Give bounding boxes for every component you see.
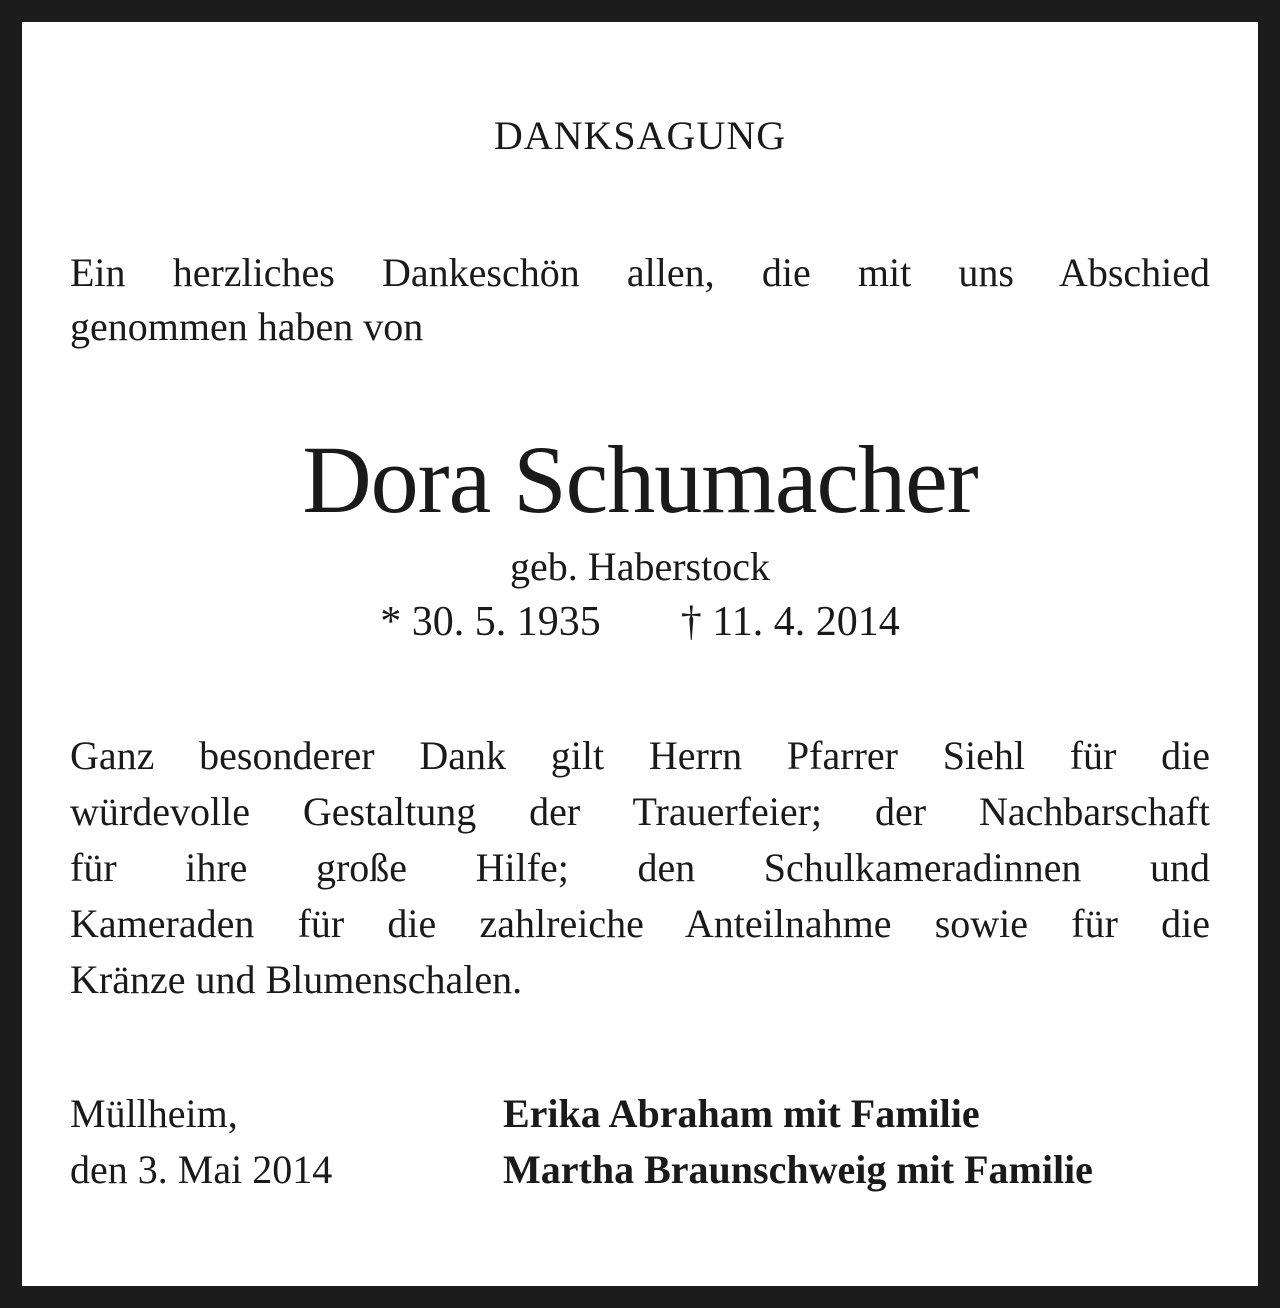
thanks-line-2: würdevolle Gestaltung der Trauerfeier; der Nachbarschaft <box>70 789 1210 834</box>
thanks-text <box>70 728 1210 1008</box>
thanks-line-4: Kameraden für die zahlreiche Anteilnahme sowie für die <box>70 901 1210 946</box>
thanks-line-3: für ihre große Hilfe; den Schulkameradinnen und <box>70 845 1210 890</box>
notice-heading: DANKSAGUNG <box>493 113 787 158</box>
place-and-date <box>70 1086 332 1198</box>
thanks-line-1: Ganz besonderer Dank gilt Herrn Pfarrer Siehl für die <box>70 733 1210 778</box>
date: den 3. Mai 2014 <box>70 1147 333 1192</box>
intro-line-1: Ein herzliches Dankeschön allen, die mit uns Abschied <box>70 250 1210 295</box>
maiden-name: geb. Haberstock <box>510 544 770 589</box>
signer-1: Erika Abraham mit Familie <box>503 1091 980 1136</box>
intro-line-2: genommen haben von <box>70 304 424 349</box>
signers <box>503 1086 1093 1198</box>
signer-2: Martha Braunschweig mit Familie <box>503 1147 1093 1192</box>
deceased-name: Dora Schumacher <box>302 426 978 533</box>
death-date: † 11. 4. 2014 <box>680 599 900 645</box>
place: Müllheim, <box>70 1091 238 1136</box>
birth-date: * 30. 5. 1935 <box>380 599 601 645</box>
thanks-line-5: Kränze und Blumenschalen. <box>70 957 523 1002</box>
intro-text <box>70 246 1210 354</box>
life-dates <box>0 596 1280 648</box>
